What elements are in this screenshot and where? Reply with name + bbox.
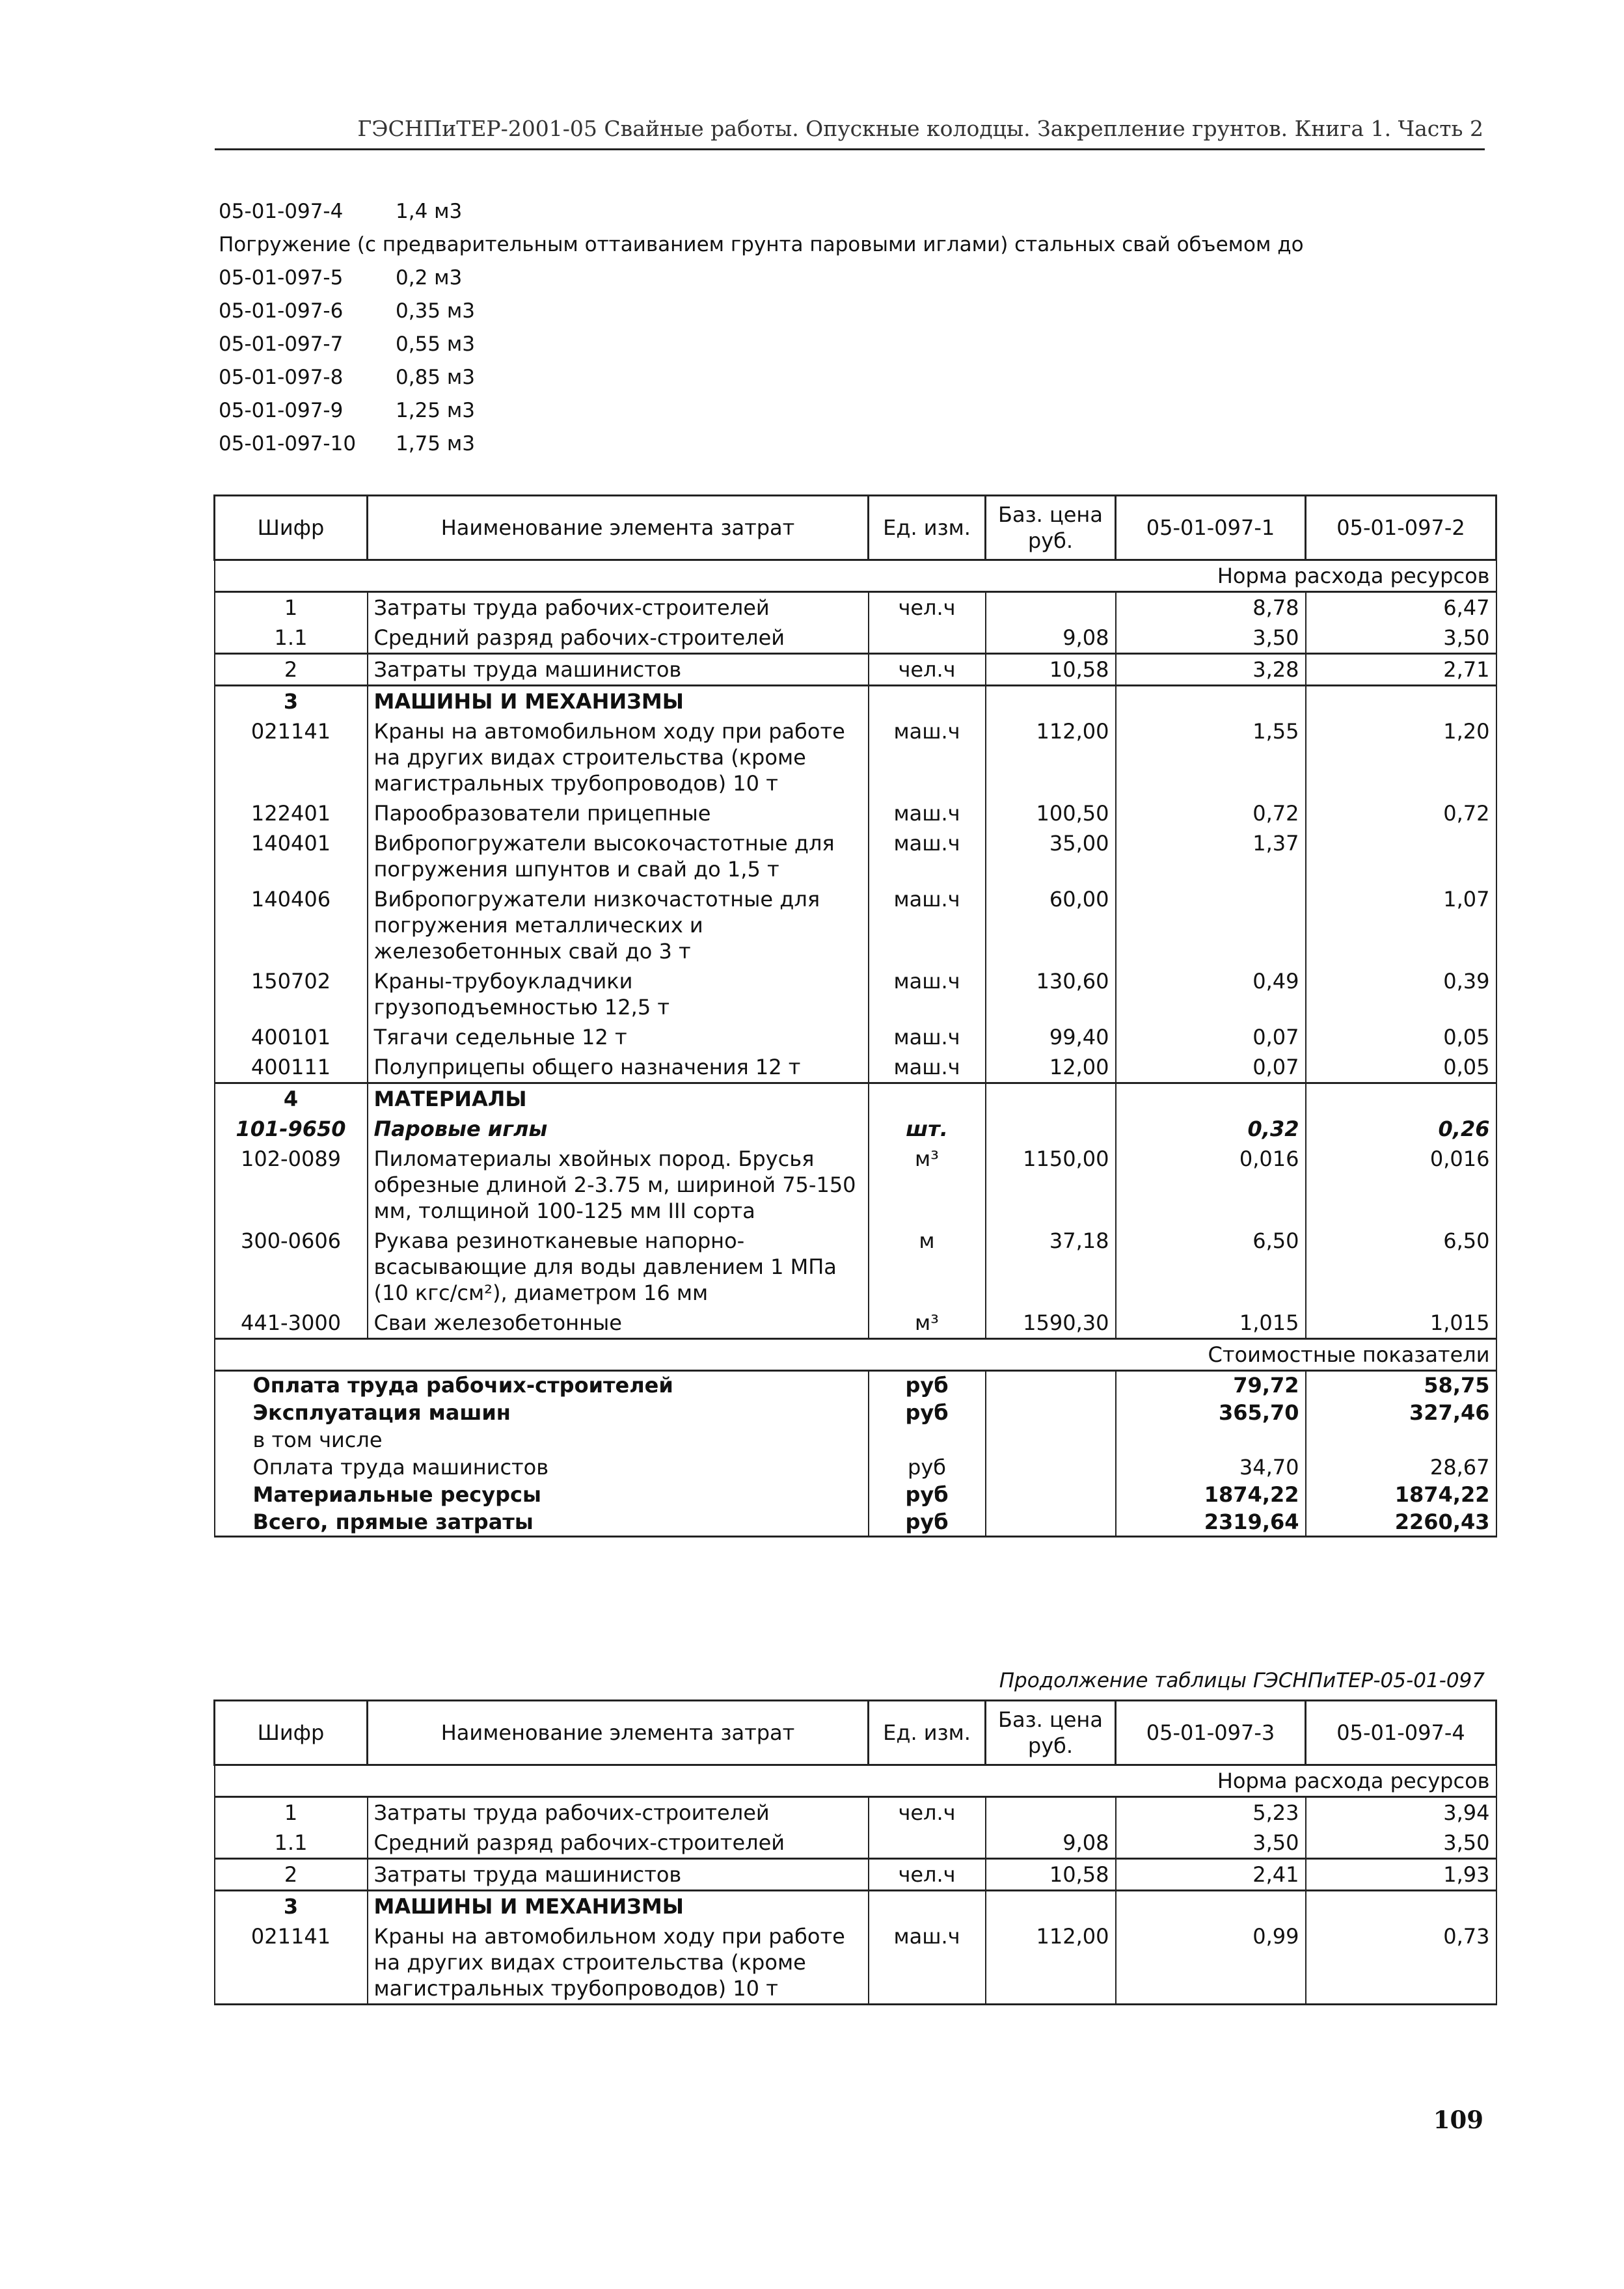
- cost-value-1: 79,72: [1116, 1371, 1306, 1400]
- cost-unit: руб: [869, 1508, 986, 1537]
- cost-unit: руб: [869, 1454, 986, 1481]
- intro-line: [219, 295, 1304, 328]
- row-code: 150702: [215, 966, 368, 1022]
- row-value-1: 3,50: [1116, 623, 1306, 654]
- cost-name: Всего, прямые затраты: [215, 1508, 869, 1537]
- row-code: 021141: [215, 1921, 368, 2005]
- row-value-1: 0,72: [1116, 798, 1306, 828]
- row-value-2: 0,016: [1306, 1144, 1496, 1226]
- intro-value: 1,25 м3: [396, 399, 475, 422]
- row-value-2: 1,015: [1306, 1308, 1496, 1339]
- cost-price: [986, 1481, 1116, 1508]
- table-row: [215, 884, 1496, 966]
- row-code: 1.1: [215, 1828, 368, 1859]
- row-value-2: 6,50: [1306, 1226, 1496, 1308]
- row-value-2: [1306, 1891, 1496, 1922]
- row-unit: чел.ч: [869, 1859, 986, 1891]
- row-value-1: 3,28: [1116, 654, 1306, 686]
- row-unit: маш.ч: [869, 1022, 986, 1052]
- row-value-1: 3,50: [1116, 1828, 1306, 1859]
- row-value-2: 0,39: [1306, 966, 1496, 1022]
- cost-row: [215, 1481, 1496, 1508]
- row-name: Краны-трубоукладчики грузоподъемностью 12,5 т: [368, 966, 869, 1022]
- row-code: 1: [215, 1797, 368, 1828]
- row-unit: м³: [869, 1308, 986, 1339]
- row-name: Вибропогружатели высокочастотные для погружения шпунтов и свай до 1,5 т: [368, 828, 869, 884]
- row-name: Средний разряд рабочих-строителей: [368, 623, 869, 654]
- header-price: Баз. цена руб.: [986, 496, 1116, 560]
- row-price: 12,00: [986, 1052, 1116, 1083]
- row-code: 2: [215, 654, 368, 686]
- cost-value-2: [1306, 1426, 1496, 1454]
- row-value-2: 1,07: [1306, 884, 1496, 966]
- section-band: [215, 560, 1496, 592]
- resource-norm-table-continued: [213, 1700, 1497, 2005]
- cost-row: [215, 1426, 1496, 1454]
- row-code: 4: [215, 1083, 368, 1115]
- row-name: Полуприцепы общего назначения 12 т: [368, 1052, 869, 1083]
- row-code: 140401: [215, 828, 368, 884]
- row-name: Затраты труда рабочих-строителей: [368, 592, 869, 623]
- row-price: 9,08: [986, 623, 1116, 654]
- intro-code: 05-01-097-10: [219, 432, 357, 455]
- cost-value-2: 2260,43: [1306, 1508, 1496, 1537]
- cost-value-2: 327,46: [1306, 1399, 1496, 1426]
- cost-name: Эксплуатация машин: [215, 1399, 869, 1426]
- cost-price: [986, 1371, 1116, 1400]
- cost-value-2: 1874,22: [1306, 1481, 1496, 1508]
- intro-line: [219, 427, 1304, 461]
- cost-unit: [869, 1426, 986, 1454]
- norm-band-label: Норма расхода ресурсов: [215, 560, 1496, 592]
- row-price: 112,00: [986, 716, 1116, 798]
- table-row: [215, 592, 1496, 623]
- intro-value: 0,35 м3: [396, 299, 475, 323]
- section-band: [215, 1339, 1496, 1371]
- row-name: Затраты труда рабочих-строителей: [368, 1797, 869, 1828]
- cost-value-1: 34,70: [1116, 1454, 1306, 1481]
- intro-code: 05-01-097-4: [219, 200, 344, 223]
- table-row: [215, 828, 1496, 884]
- row-name: Паровые иглы: [368, 1114, 869, 1144]
- page-number: 109: [1433, 2106, 1483, 2134]
- row-name: Сваи железобетонные: [368, 1308, 869, 1339]
- row-value-2: [1306, 686, 1496, 717]
- row-value-1: [1116, 686, 1306, 717]
- row-price: 99,40: [986, 1022, 1116, 1052]
- intro-value: 0,2 м3: [396, 266, 463, 290]
- section-row: [215, 1083, 1496, 1115]
- header-unit: Ед. изм.: [869, 496, 986, 560]
- intro-line: [219, 394, 1304, 427]
- cost-name: Оплата труда рабочих-строителей: [215, 1371, 869, 1400]
- row-unit: [869, 1891, 986, 1922]
- section-row: [215, 1891, 1496, 1922]
- row-code: 400111: [215, 1052, 368, 1083]
- table-row: [215, 1797, 1496, 1828]
- row-name: Пиломатериалы хвойных пород. Брусья обрезные длиной 2-3.75 м, шириной 75-150 мм, толщиной 100-125 мм III сорта: [368, 1144, 869, 1226]
- intro-code: 05-01-097-6: [219, 299, 344, 323]
- section-row: [215, 686, 1496, 717]
- row-price: [986, 1114, 1116, 1144]
- row-value-1: 1,015: [1116, 1308, 1306, 1339]
- row-value-1: [1116, 1083, 1306, 1115]
- table-row: [215, 798, 1496, 828]
- row-price: [986, 1083, 1116, 1115]
- header-col1: 05-01-097-3: [1116, 1701, 1306, 1765]
- row-unit: маш.ч: [869, 1052, 986, 1083]
- intro-line: [219, 328, 1304, 361]
- row-price: 9,08: [986, 1828, 1116, 1859]
- row-name: Затраты труда машинистов: [368, 1859, 869, 1891]
- intro-description: Погружение (с предварительным оттаиванием грунта паровыми иглами) стальных свай объемом до: [219, 233, 1304, 256]
- table-row: [215, 654, 1496, 686]
- row-value-2: 0,72: [1306, 798, 1496, 828]
- row-name: МАШИНЫ И МЕХАНИЗМЫ: [368, 686, 869, 717]
- header-divider: [215, 148, 1485, 150]
- table-row: [215, 716, 1496, 798]
- row-price: 130,60: [986, 966, 1116, 1022]
- row-value-2: 0,05: [1306, 1022, 1496, 1052]
- intro-list: [219, 195, 1304, 461]
- row-unit: маш.ч: [869, 798, 986, 828]
- intro-value: 0,85 м3: [396, 366, 475, 389]
- row-value-1: 8,78: [1116, 592, 1306, 623]
- row-price: [986, 1891, 1116, 1922]
- row-code: 400101: [215, 1022, 368, 1052]
- row-value-2: 0,73: [1306, 1921, 1496, 2005]
- row-value-1: [1116, 1891, 1306, 1922]
- row-value-2: 0,26: [1306, 1114, 1496, 1144]
- table-row: [215, 1828, 1496, 1859]
- header-col1: 05-01-097-1: [1116, 496, 1306, 560]
- header-code: Шифр: [215, 1701, 368, 1765]
- row-price: 10,58: [986, 1859, 1116, 1891]
- row-code: 102-0089: [215, 1144, 368, 1226]
- row-price: 1590,30: [986, 1308, 1116, 1339]
- table-row: [215, 1308, 1496, 1339]
- cost-name: Оплата труда машинистов: [215, 1454, 869, 1481]
- header-name: Наименование элемента затрат: [368, 1701, 869, 1765]
- row-code: 122401: [215, 798, 368, 828]
- row-unit: чел.ч: [869, 654, 986, 686]
- row-price: [986, 1797, 1116, 1828]
- row-value-1: 0,32: [1116, 1114, 1306, 1144]
- row-name: Парообразователи прицепные: [368, 798, 869, 828]
- table-row: [215, 1144, 1496, 1226]
- cost-unit: руб: [869, 1371, 986, 1400]
- row-code: 441-3000: [215, 1308, 368, 1339]
- row-unit: маш.ч: [869, 1921, 986, 2005]
- row-price: 60,00: [986, 884, 1116, 966]
- cost-row: [215, 1399, 1496, 1426]
- row-value-2: 1,93: [1306, 1859, 1496, 1891]
- row-unit: м³: [869, 1144, 986, 1226]
- row-unit: чел.ч: [869, 1797, 986, 1828]
- row-unit: [869, 686, 986, 717]
- row-price: [986, 592, 1116, 623]
- intro-code: 05-01-097-9: [219, 399, 344, 422]
- row-value-1: 6,50: [1116, 1226, 1306, 1308]
- row-code: 3: [215, 686, 368, 717]
- cost-value-1: [1116, 1426, 1306, 1454]
- row-price: [986, 686, 1116, 717]
- row-value-2: 1,20: [1306, 716, 1496, 798]
- row-value-1: 1,55: [1116, 716, 1306, 798]
- row-name: МАТЕРИАЛЫ: [368, 1083, 869, 1115]
- page-header: ГЭСНПиТЕР-2001-05 Свайные работы. Опускные колодцы. Закрепление грунтов. Книга 1. Часть 2: [357, 116, 1483, 141]
- intro-line: [219, 361, 1304, 394]
- header-code: Шифр: [215, 496, 368, 560]
- row-value-2: 3,50: [1306, 623, 1496, 654]
- row-price: 1150,00: [986, 1144, 1116, 1226]
- row-value-1: 1,37: [1116, 828, 1306, 884]
- row-value-1: 0,016: [1116, 1144, 1306, 1226]
- row-price: 10,58: [986, 654, 1116, 686]
- row-value-2: 3,50: [1306, 1828, 1496, 1859]
- row-value-1: 0,07: [1116, 1022, 1306, 1052]
- row-price: 100,50: [986, 798, 1116, 828]
- row-price: 112,00: [986, 1921, 1116, 2005]
- cost-row: [215, 1454, 1496, 1481]
- row-unit: шт.: [869, 1114, 986, 1144]
- row-code: 3: [215, 1891, 368, 1922]
- continuation-caption: Продолжение таблицы ГЭСНПиТЕР-05-01-097: [999, 1669, 1485, 1692]
- row-unit: маш.ч: [869, 884, 986, 966]
- row-code: 021141: [215, 716, 368, 798]
- intro-value: 0,55 м3: [396, 332, 475, 356]
- intro-code: 05-01-097-8: [219, 366, 344, 389]
- row-value-1: 5,23: [1116, 1797, 1306, 1828]
- header-price: Баз. цена руб.: [986, 1701, 1116, 1765]
- row-name: Краны на автомобильном ходу при работе на других видах строительства (кроме магистральных трубопроводов) 10 т: [368, 716, 869, 798]
- header-unit: Ед. изм.: [869, 1701, 986, 1765]
- table-header-row: [215, 1701, 1496, 1765]
- row-unit: [869, 1828, 986, 1859]
- row-value-2: [1306, 1083, 1496, 1115]
- cost-unit: руб: [869, 1481, 986, 1508]
- row-code: 1.1: [215, 623, 368, 654]
- cost-price: [986, 1399, 1116, 1426]
- cost-value-1: 1874,22: [1116, 1481, 1306, 1508]
- row-name: Рукава резинотканевые напорно-всасывающие для воды давлением 1 МПа (10 кгс/см²), диаметром 16 мм: [368, 1226, 869, 1308]
- cost-row: [215, 1508, 1496, 1537]
- row-name: Вибропогружатели низкочастотные для погружения металлических и железобетонных свай до 3 т: [368, 884, 869, 966]
- row-value-2: 3,94: [1306, 1797, 1496, 1828]
- header-name: Наименование элемента затрат: [368, 496, 869, 560]
- table-header-row: [215, 496, 1496, 560]
- row-code: 101-9650: [215, 1114, 368, 1144]
- cost-name: Материальные ресурсы: [215, 1481, 869, 1508]
- intro-code: 05-01-097-7: [219, 332, 344, 356]
- header-col2: 05-01-097-2: [1306, 496, 1496, 560]
- intro-value: 1,75 м3: [396, 432, 475, 455]
- row-unit: маш.ч: [869, 828, 986, 884]
- row-unit: маш.ч: [869, 716, 986, 798]
- row-value-1: 0,07: [1116, 1052, 1306, 1083]
- row-unit: м: [869, 1226, 986, 1308]
- table-row: [215, 966, 1496, 1022]
- row-value-1: 2,41: [1116, 1859, 1306, 1891]
- table-row: [215, 1052, 1496, 1083]
- row-name: Затраты труда машинистов: [368, 654, 869, 686]
- cost-price: [986, 1508, 1116, 1537]
- section-band: [215, 1765, 1496, 1797]
- table-row: [215, 1859, 1496, 1891]
- row-price: 37,18: [986, 1226, 1116, 1308]
- cost-price: [986, 1454, 1116, 1481]
- row-value-2: 2,71: [1306, 654, 1496, 686]
- cost-value-2: 28,67: [1306, 1454, 1496, 1481]
- intro-value: 1,4 м3: [396, 200, 463, 223]
- row-unit: маш.ч: [869, 966, 986, 1022]
- row-code: 1: [215, 592, 368, 623]
- cost-row: [215, 1371, 1496, 1400]
- row-unit: [869, 1083, 986, 1115]
- row-name: МАШИНЫ И МЕХАНИЗМЫ: [368, 1891, 869, 1922]
- intro-code: 05-01-097-5: [219, 266, 344, 290]
- row-name: Тягачи седельные 12 т: [368, 1022, 869, 1052]
- resource-norm-table: [213, 494, 1497, 1537]
- row-value-2: [1306, 828, 1496, 884]
- table-row: [215, 1226, 1496, 1308]
- row-unit: [869, 623, 986, 654]
- row-code: 300-0606: [215, 1226, 368, 1308]
- cost-name: в том числе: [215, 1426, 869, 1454]
- row-price: 35,00: [986, 828, 1116, 884]
- row-name: Средний разряд рабочих-строителей: [368, 1828, 869, 1859]
- header-col2: 05-01-097-4: [1306, 1701, 1496, 1765]
- row-value-1: [1116, 884, 1306, 966]
- row-code: 140406: [215, 884, 368, 966]
- row-value-2: 0,05: [1306, 1052, 1496, 1083]
- table-row: [215, 623, 1496, 654]
- row-value-1: 0,99: [1116, 1921, 1306, 2005]
- row-value-2: 6,47: [1306, 592, 1496, 623]
- cost-unit: руб: [869, 1399, 986, 1426]
- cost-band-label: Стоимостные показатели: [215, 1339, 1496, 1371]
- row-unit: чел.ч: [869, 592, 986, 623]
- intro-line: [219, 195, 1304, 228]
- row-value-1: 0,49: [1116, 966, 1306, 1022]
- cost-value-2: 58,75: [1306, 1371, 1496, 1400]
- table-row: [215, 1921, 1496, 2005]
- norm-band-label: Норма расхода ресурсов: [215, 1765, 1496, 1797]
- table-row: [215, 1114, 1496, 1144]
- cost-value-1: 365,70: [1116, 1399, 1306, 1426]
- row-code: 2: [215, 1859, 368, 1891]
- cost-value-1: 2319,64: [1116, 1508, 1306, 1537]
- cost-price: [986, 1426, 1116, 1454]
- table-row: [215, 1022, 1496, 1052]
- row-name: Краны на автомобильном ходу при работе на других видах строительства (кроме магистральных трубопроводов) 10 т: [368, 1921, 869, 2005]
- intro-line: [219, 262, 1304, 295]
